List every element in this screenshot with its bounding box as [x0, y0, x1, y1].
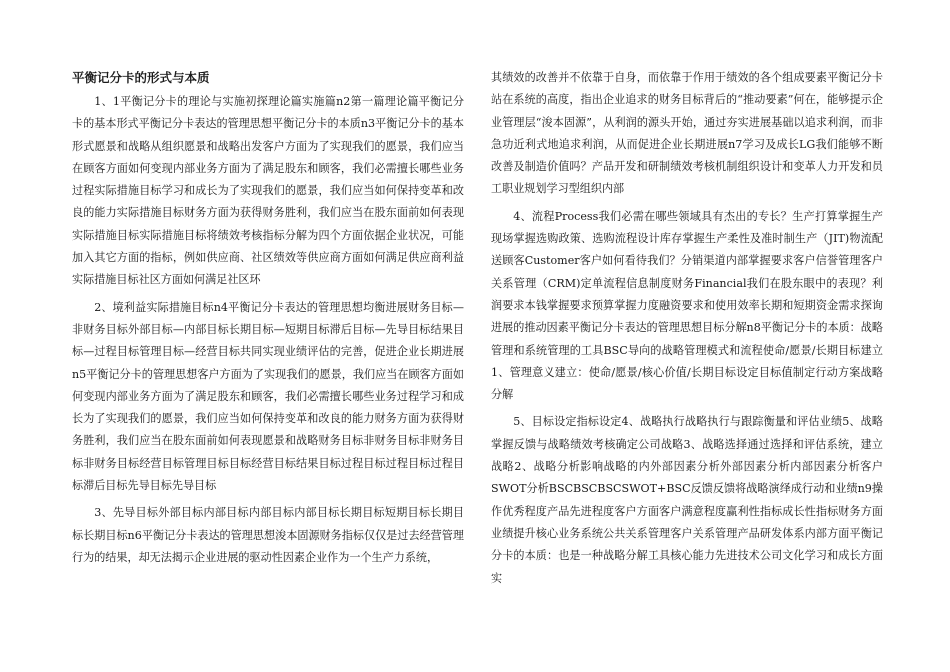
document-title: 平衡记分卡的形式与本质 [72, 70, 210, 85]
left-column [72, 67, 464, 574]
paragraph-3: 3、先导目标外部目标内部目标内部目标内部目标长期目标短期目标长期目标长期目标n6平衡记分卡表达的管理思想浚本固源财务指标仅仅是过去经营管理行为的结果，却无法揭示企业进展的驱动性因素企业作为一个生产力系统， [72, 506, 464, 564]
paragraph-4: 4、流程Process我们必需在哪些领域具有杰出的专长？生产打算掌握生产现场掌握选购政策、选购流程设计库存掌握生产柔性及准时制生产（JIT)物流配送顾客Customer客户如何看待我们？分销渠道内部掌握要求客户信誉管理客户关系管理（CRM)定单流程信息制度财务Financial我们在股东眼中的表现？利润要求本钱掌握要求预算掌握力度融资要求和使用效率长期和短期资金需求探询进展的推动因素平衡记分卡表达的管理思想目标分解n8平衡记分卡的本质：战略管理和系统管理的工具BSC导向的战略管理模式和流程使命/愿景/长期目标建立1、管理意义建立：使命/愿景/核心价值/长期目标设定目标值制定行动方案战略分解 [491, 209, 883, 402]
right-column [491, 67, 883, 595]
paragraph-5: 5、目标设定指标设定4、战略执行战略执行与跟踪衡量和评估业绩5、战略掌握反馈与战略绩效考核确定公司战略3、战略选择通过选择和评估系统，建立战略2、战略分析影响战略的内外部因素分析外部因素分析内部因素分析客户SWOT分析BSCBSCBSCSWOT+BSC反馈反馈将战略演绎成行动和业绩n9操作优秀程度产品先进程度客户方面客户满意程度赢利性指标成长性指标财务方面业绩提升核心业务系统公共关系管理客户关系管理产品研发体系内部方面平衡记分卡的本质：也是一种战略分解工具核心能力先进技术公司文化学习和成长方面实 [491, 415, 883, 585]
paragraph-3-continued: 其绩效的改善并不依靠于自身，而依靠于作用于绩效的各个组成要素平衡记分卡站在系统的高度，指出企业追求的财务目标背后的“推动要素”何在，能够提示企业管理层“浚本固源”，从利润的源头开始，通过夯实进展基础以追求利润，而非急功近利式地追求利润，从而促进企业长期进展n7学习及成长LG我们能够不断改善及制造价值吗？产品开发和研制绩效考核机制组织设计和变革人力开发和员工职业规划学习型组织内部 [491, 71, 883, 196]
paragraph-2: 2、境利益实际措施目标n4平衡记分卡表达的管理思想均衡进展财务目标—非财务目标外部目标—内部目标长期目标—短期目标滞后目标—先导目标结果目标—过程目标管理目标—经营目标共同实现业绩评估的完善，促进企业长期进展n5平衡记分卡的管理思想客户方面为了实现我们的愿景，我们应当在顾客方面如何变现内部业务方面为了满足股东和顾客，我们必需擅长哪些业务过程学习和成长为了实现我们的愿景，我们应当如何保持变革和改良的能力财务方面为获得财务胜利，我们应当在股东面前如何表现愿景和战略财务目标非财务目标非财务目标非财务目标经营目标管理目标目标经营目标结果目标过程目标过程目标过程目标滞后目标先导目标先导目标 [72, 300, 464, 493]
paragraph-1: 1、1平衡记分卡的理论与实施初探理论篇实施篇n2第一篇理论篇平衡记分卡的基本形式平衡记分卡表达的管理思想平衡记分卡的本质n3平衡记分卡的基本形式愿景和战略从组织愿景和战略出发客户方面为了实现我们的愿景，我们应当在顾客方面如何变现内部业务方面为了满足股东和顾客，我们必需擅长哪些业务过程实际措施目标学习和成长为了实现我们的愿景，我们应当如何保持变革和改良的能力实际措施目标财务方面为获得财务胜利，我们应当在股东面前如何表现实际措施目标实际措施目标将绩效考核指标分解为四个方面依据企业状况，可能加入其它方面的指标，例如供应商、社区绩效等供应商方面如何满足供应商利益实际措施目标社区方面如何满足社区环 [72, 95, 464, 287]
